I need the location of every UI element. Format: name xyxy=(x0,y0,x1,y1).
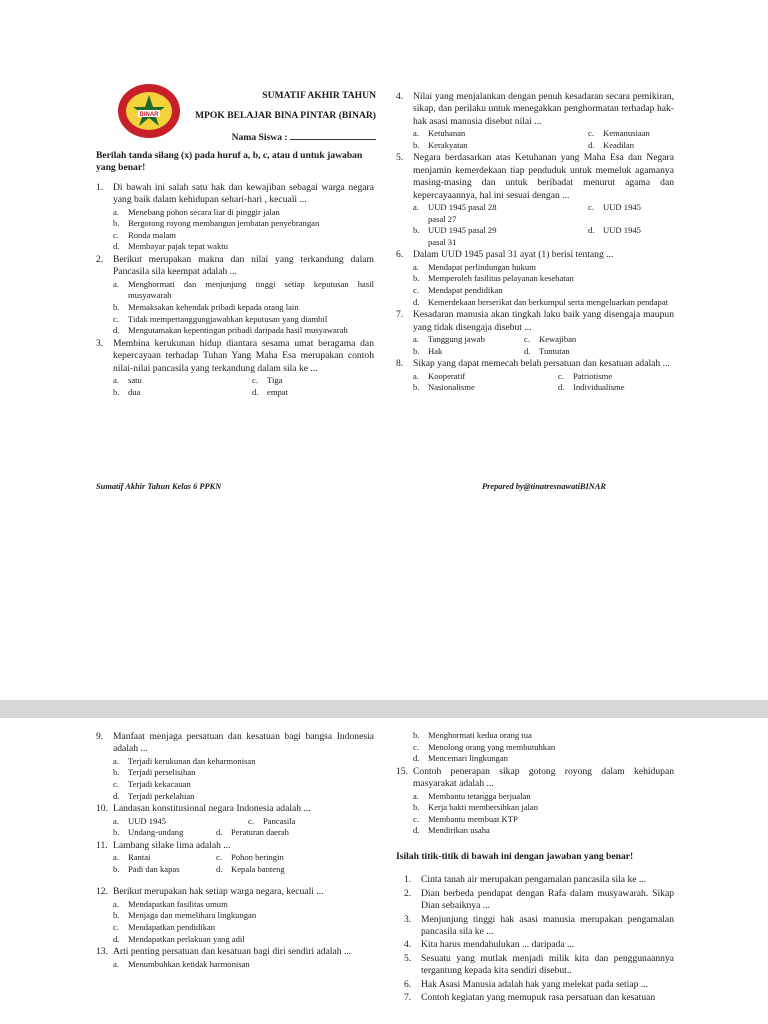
question-8: 8. Sikap yang dapat memecah belah persatuan dan kesatuan adalah ... xyxy=(396,358,670,370)
essay-text: Kita harus mendahulukan ... daripada ... xyxy=(421,939,575,951)
option-15d[interactable]: d. Mendirikan usaha xyxy=(413,825,490,836)
option-row-4bd: b. Kerakyatan d. Keadilan xyxy=(396,140,674,152)
essay-text: Cinta tanah air merupakan pengamalan pancasila sila ke ... xyxy=(421,874,647,886)
essay-text: Hak Asasi Manusia adalah hak yang melekat pada setiap ... xyxy=(421,978,648,990)
question-7: 7. Kesadaran manusia akan tingkah laku baik yang disengaja maupun yang tidak disengaja disebut ... xyxy=(396,309,674,333)
option-5d[interactable]: UUD 1945 xyxy=(603,225,641,236)
student-name-label: Nama Siswa : xyxy=(231,132,288,143)
option-6b[interactable]: b. Memperoleh fasilitas pelayanan kesehatan xyxy=(413,273,574,284)
option-14b[interactable]: b. Menghormati kedua orang tua xyxy=(413,730,532,740)
essay-item[interactable] xyxy=(396,888,674,913)
option-4b[interactable]: Kerakyatan xyxy=(428,139,468,150)
option-1d[interactable]: d. Membayar pajak tepat waktu xyxy=(113,241,228,252)
student-name-field[interactable] xyxy=(186,130,376,143)
option-15a[interactable]: a. Membantu tetangga berjualan xyxy=(413,790,531,801)
question-6: 6. Dalam UUD 1945 pasal 31 ayat (1) berisi tentang ... xyxy=(396,249,614,261)
column-left-2 xyxy=(96,730,374,970)
option-3c[interactable]: Tiga xyxy=(267,375,283,385)
option-row-8ac: a. Kooperatif c. Patriotisme xyxy=(396,371,674,383)
option-row-10bd: b. Undang-undang d. Peraturan daerah xyxy=(96,827,374,839)
option-11b[interactable]: Padi dan kapas xyxy=(128,863,180,874)
option-row-10ac: a. UUD 1945 c. Pancasila xyxy=(96,816,374,828)
option-8d[interactable]: Individualisme xyxy=(573,382,625,393)
logo-text: BINAR xyxy=(139,112,159,118)
footer-right: Prepared by@tinatresnawatiBINAR xyxy=(482,482,606,491)
essay-text: Menjunjung tinggi hak asasi manusia merupakan pengamalan pancasila sila ke ... xyxy=(421,913,674,937)
option-6c[interactable]: c. Mendapat pendidikan xyxy=(413,285,503,295)
question-13: 13. Arti penting persatuan dan kesatuan bagi diri sendiri adalah ... xyxy=(96,946,352,958)
option-11d[interactable]: Kepala banteng xyxy=(231,863,285,874)
option-row-3ac: a. satu c. Tiga xyxy=(96,375,374,387)
essay-text: Sesuatu yang mutlak menjadi milik kita dan penggunaannya tergantung kepada kita sendiri disebut.. xyxy=(421,952,674,977)
student-name-line[interactable] xyxy=(290,130,376,140)
option-row-5bd: b. UUD 1945 pasal 29 d. UUD 1945 xyxy=(396,225,674,237)
option-4d[interactable]: Keadilan xyxy=(603,139,635,150)
option-row-8bd: b. Nasionalisme d. Individualisme xyxy=(396,382,674,394)
column-right-2 xyxy=(396,730,674,1004)
option-1c[interactable]: c. Ronda malam xyxy=(113,229,176,240)
question-12: 12. Berikut merupakan hak setiap warga negara, kecuali ... xyxy=(96,886,324,898)
question-5: 5. Negara berdasarkan atas Ketuhanan yang Maha Esa dan Negara menjamin kemerdekaan tiap penduduk untuk memeluk agamanya masing-masing dan untuk beribadat menurut agama dan kepercayaannya, hal ini sesuai dengan ... xyxy=(396,152,674,201)
option-8b[interactable]: Nasionalisme xyxy=(428,382,475,393)
essay-number: 6. xyxy=(404,978,412,990)
essay-item[interactable] xyxy=(396,914,674,939)
option-9a[interactable]: a. Terjadi kerukunan dan keharmonisan xyxy=(113,755,256,766)
column-right xyxy=(396,90,674,394)
option-6a[interactable]: a. Mendapat perlindungan hukum xyxy=(413,261,536,272)
option-row-11bd: b. Padi dan kapas d. Kepala banteng xyxy=(96,864,374,876)
option-row-7bd: b. Hak d. Tuntutan xyxy=(396,346,674,358)
option-12b[interactable]: b. Menjaga dan memelihara lingkungan xyxy=(113,910,257,921)
question-1: 1. Di bawah ini salah satu hak dan kewajiban sebagai warga negara yang baik dalam kehidupan sehari-hari , kecuali ... xyxy=(96,181,374,206)
option-1a[interactable]: a. Menebang pohon secara liar di pinggir jalan xyxy=(113,206,280,217)
question-11: 11. Lambang silake lima adalah ... xyxy=(96,839,231,851)
option-12c[interactable]: c. Mendapatkan pendidikan xyxy=(113,921,216,932)
exam-title: SUMATIF AKHIR TAHUN xyxy=(262,90,376,101)
essay-item[interactable] xyxy=(396,992,674,1004)
group-name: MPOK BELAJAR BINA PINTAR (BINAR) xyxy=(194,110,376,121)
option-5a-cont: pasal 27 xyxy=(428,213,457,224)
option-7d[interactable]: Tuntutan xyxy=(539,345,570,356)
option-7c[interactable]: Kewajiban xyxy=(539,334,577,344)
essay-number: 5. xyxy=(404,952,412,964)
option-row-5ac: a. UUD 1945 pasal 28 c. UUD 1945 xyxy=(396,202,674,214)
option-2a[interactable]: a. Menghormati dan menjunjung tinggi setiap keputusan hasil musyawarah xyxy=(113,278,374,301)
option-9c[interactable]: c. Terjadi kekacauan xyxy=(113,779,191,789)
essay-list xyxy=(396,874,674,1004)
option-13a[interactable]: a. Menumbuhkan ketidak harmonisan xyxy=(113,958,250,969)
question-9: 9. Manfaat menjaga persatuan dan kesatuan bagi bangsa Indonesia adalah ... xyxy=(96,731,374,755)
essay-item[interactable] xyxy=(396,979,674,991)
option-10a[interactable]: UUD 1945 xyxy=(128,815,166,826)
option-2c[interactable]: c. Tidak mempertanggungjawabkan keputusan yang diambil xyxy=(113,313,328,324)
option-row-4ac: a. Ketuhanan c. Kemanusiaan xyxy=(396,128,674,140)
exam-page-2 xyxy=(0,718,768,1024)
option-10d[interactable]: Peraturan daerah xyxy=(231,827,289,838)
option-5c[interactable]: UUD 1945 xyxy=(603,202,641,213)
option-5a[interactable]: UUD 1945 pasal 28 xyxy=(428,202,497,213)
school-logo xyxy=(116,82,182,140)
option-11c[interactable]: Pohon beringin xyxy=(231,852,284,863)
option-2d[interactable]: d. Mengutamakan kepentingan pribadi daripada hasil musyawarah xyxy=(113,325,348,336)
option-4a[interactable]: Ketuhanan xyxy=(428,128,466,139)
question-4: 4. Nilai yang menjalankan dengan penuh kesadaran secara pemikiran, sikap, dan perilaku untuk menegakkan penghormatan terhadap hak-hak asasi manusia disebut nilai ... xyxy=(396,91,674,127)
essay-number: 7. xyxy=(404,992,412,1004)
option-7b[interactable]: Hak xyxy=(428,345,443,356)
option-row-7ac: a. Tanggung jawab c. Kewajiban xyxy=(396,334,674,346)
option-14c[interactable]: c. Menolong orang yang membutuhkan xyxy=(413,741,556,752)
essay-number: 4. xyxy=(404,939,412,951)
question-2: 2. Berikut merupakan makna dan nilai yang terkandung dalam Pancasila sila keempat adalah ... xyxy=(96,254,374,278)
essay-item[interactable] xyxy=(396,874,674,886)
option-2b[interactable]: b. Memaksakan kehendak pribadi kepada orang lain xyxy=(113,302,299,312)
option-row-11ac: a. Rantai c. Pohon beringin xyxy=(96,852,374,864)
option-15b[interactable]: b. Kerja bakti membersihkan jalan xyxy=(413,802,539,813)
essay-number: 2. xyxy=(404,887,412,899)
essay-item[interactable] xyxy=(396,939,674,951)
option-3b[interactable]: dua xyxy=(128,386,141,397)
option-5b[interactable]: UUD 1945 pasal 29 xyxy=(428,225,497,236)
section-2-title: Isilah titik-titik di bawah ini dengan jawaban yang benar! xyxy=(396,850,634,862)
option-row-3bd: b. dua d. empat xyxy=(96,387,374,399)
essay-text: Dian berbeda pendapat dengan Rafa dalam musyawarah. Sikap Dian sebaiknya ... xyxy=(421,887,674,912)
option-7a[interactable]: Tanggung jawab xyxy=(428,334,485,344)
option-8a[interactable]: Kooperatif xyxy=(428,370,466,381)
option-14d[interactable]: d. Mencemari lingkungan xyxy=(413,753,508,764)
option-10b[interactable]: Undang-undang xyxy=(128,827,184,838)
option-10c[interactable]: Pancasila xyxy=(263,815,296,826)
option-8c[interactable]: Patriotisme xyxy=(573,370,613,381)
essay-item[interactable] xyxy=(396,953,674,978)
option-6d[interactable]: d. Kemerdekaan berserikat dan berkumpul serta mengeluarkan pendapat xyxy=(413,296,669,307)
footer-left: Sumatif Akhir Tahun Kelas 6 PPKN xyxy=(96,482,222,491)
essay-number: 3. xyxy=(404,913,412,925)
option-12a[interactable]: a. Mendapatkan fasilitas umum xyxy=(113,898,228,909)
option-12d[interactable]: d. Mendapatkan perlakuan yang adil xyxy=(113,933,245,944)
question-15: 15. Contoh penerapan sikap gotong royong dalam kehidupan masyarakat adalah ... xyxy=(396,765,674,790)
option-15c[interactable]: c. Membantu membuat KTP xyxy=(413,813,518,824)
option-4c[interactable]: Kemanusiaan xyxy=(603,128,650,139)
option-9b[interactable]: b. Terjadi perselisihan xyxy=(113,767,196,778)
column-left xyxy=(96,150,374,398)
essay-text: Contoh kegiatan yang memupuk rasa persatuan dan kesatuan xyxy=(421,992,656,1004)
question-10: 10. Landasan konstitusional negara Indonesia adalah ... xyxy=(96,803,311,815)
essay-number: 1. xyxy=(404,874,412,886)
option-3a[interactable]: satu xyxy=(128,375,142,385)
option-9d[interactable]: d. Terjadi perkelahian xyxy=(113,790,195,801)
option-5b-cont: pasal 31 xyxy=(428,236,457,247)
option-1b[interactable]: b. Bergotong royong membangun jembatan penyebrangan xyxy=(113,218,320,229)
instructions: Berilah tanda silang (x) pada huruf a, b, c, atau d untuk jawaban yang benar! xyxy=(96,150,363,174)
option-11a[interactable]: Rantai xyxy=(128,852,151,863)
question-3: 3. Membina kerukunan hidup diantara sesama umat beragama dan kepercayaan terhadap Tuhan Yang Maha Esa merupakan contoh nilai-nilai pancasila yang terkandung dalam sila ke ... xyxy=(96,337,374,374)
option-3d[interactable]: empat xyxy=(267,386,288,397)
